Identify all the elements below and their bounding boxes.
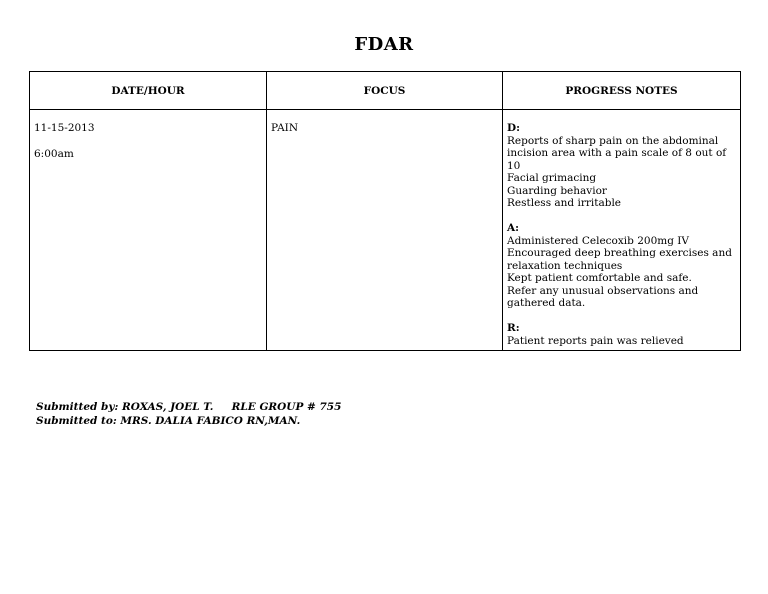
entry-date: 11-15-2013 — [34, 122, 95, 134]
action-line: Kept patient comfortable and safe. — [507, 272, 692, 284]
focus-text: PAIN — [271, 122, 299, 134]
response-label: R: — [507, 322, 520, 334]
section-gap — [507, 210, 736, 223]
data-label: D: — [507, 122, 520, 134]
fdar-table — [29, 71, 741, 351]
header-date-hour: DATE/HOUR — [30, 72, 267, 110]
data-line: Guarding behavior — [507, 184, 607, 197]
data-line: 10 — [507, 159, 521, 172]
data-line: incision area with a pain scale of 8 out of — [507, 147, 727, 159]
document-title: FDAR — [354, 34, 414, 55]
data-line: Reports of sharp pain on the abdominal — [507, 134, 719, 147]
action-line: Refer any unusual observations and — [507, 284, 699, 297]
response-line: Patient reports pain was relieved — [507, 334, 684, 347]
action-line: gathered data. — [507, 297, 586, 309]
table-header-row — [30, 72, 741, 110]
section-gap — [507, 310, 736, 323]
header-progress-notes: PROGRESS NOTES — [503, 72, 741, 110]
action-line: relaxation techniques — [507, 259, 623, 272]
date-hour-cell — [30, 110, 267, 351]
action-line: Administered Celecoxib 200mg IV — [507, 234, 690, 247]
data-line: Facial grimacing — [507, 172, 597, 184]
submission-footer — [36, 400, 341, 428]
header-focus: FOCUS — [267, 72, 503, 110]
submitted-by: Submitted by: ROXAS, JOEL T. RLE GROUP # 755 — [36, 401, 342, 413]
action-label: A: — [507, 222, 520, 234]
progress-notes-cell — [503, 110, 741, 351]
data-line: Restless and irritable — [507, 197, 622, 209]
action-line: Encouraged deep breathing exercises and — [507, 247, 732, 259]
submitted-to: Submitted to: MRS. DALIA FABICO RN,MAN. — [36, 415, 301, 427]
entry-time: 6:00am — [34, 147, 74, 160]
table-row — [30, 110, 741, 351]
focus-cell — [267, 110, 503, 351]
